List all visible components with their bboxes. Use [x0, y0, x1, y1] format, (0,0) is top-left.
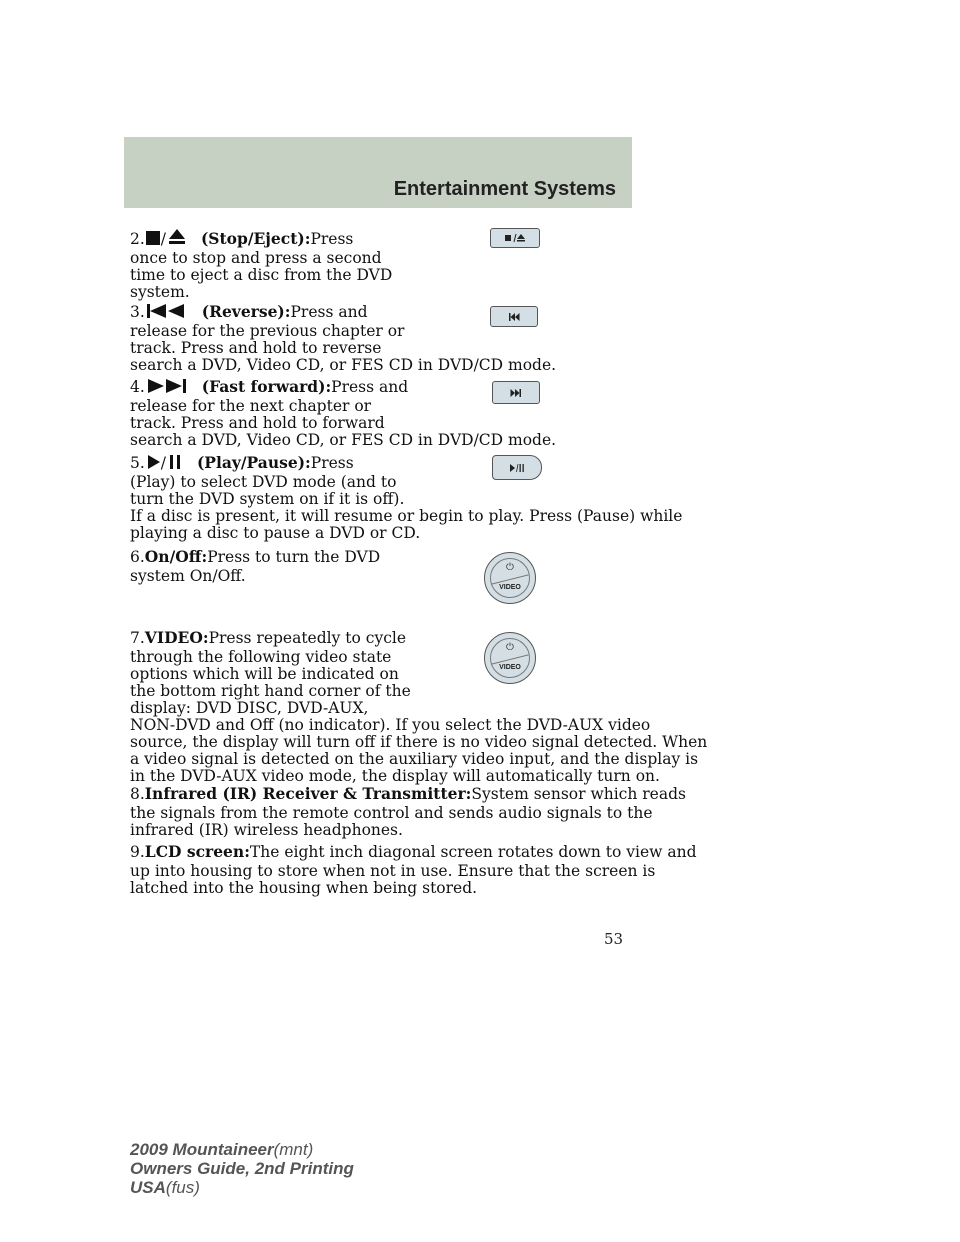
item-reverse: 3. (Reverse):Press and release for the previous chapter or track. Press and hold to reverse search a DVD, Video CD, or FES CD in DVD/CD mode.: [130, 302, 557, 374]
stop-eject-button: [490, 228, 540, 248]
video-button: ⏻ VIDEO: [484, 632, 536, 684]
item-stop-eject: 2. / (Stop/Eject):Press once to stop and press a second time to eject a disc from the DVD system.: [130, 229, 393, 301]
pause-icon: [168, 454, 182, 470]
footer-guide: Owners Guide, 2nd Printing: [130, 1159, 354, 1178]
on-off-button: ⏻ VIDEO: [484, 552, 536, 604]
fast-forward-button: [492, 381, 540, 404]
item-lcd-screen: 9.LCD screen:The eight inch diagonal screen rotates down to view and up into housing to store when not in use. Ensure that the screen is latched into the housing when being stored.: [130, 842, 697, 897]
footer-model: 2009 Mountaineer: [130, 1140, 274, 1159]
reverse-button: [490, 306, 538, 327]
eject-icon: [517, 234, 525, 239]
stop-icon: [145, 230, 161, 246]
item-fast-forward: 4. (Fast forward):Press and release for the next chapter or track. Press and hold to forward search a DVD, Video CD, or FES CD in DVD/CD mode.: [130, 377, 557, 449]
footer: [130, 1140, 354, 1197]
footer-region: USA: [130, 1178, 166, 1197]
reverse-icon: [508, 313, 520, 321]
eject-icon: [168, 228, 186, 246]
reverse-icon: [147, 303, 187, 319]
item-play-pause: 5. / (Play/Pause):Press (Play) to select DVD mode (and to turn the DVD system on if it is off). If a disc is present, it will resume or begin to play. Press (Pause) while playing a disc to pause a DVD or CD.: [130, 453, 683, 542]
item-video: 7.VIDEO:Press repeatedly to cycle through the following video state options which will be indicated on the bottom right hand corner of the display: DVD DISC, DVD-AUX, NON-DVD and Off (no indicator). If you select the DVD-AUX video source, the display will turn off if there is no video signal detected. When a video signal is detected on the auxiliary video input, and the display is in the DVD-AUX video mode, the display will automatically turn on.: [130, 628, 708, 785]
stop-icon: [505, 235, 511, 241]
item-on-off: 6.On/Off:Press to turn the DVD system On/Off.: [130, 547, 381, 585]
footer-region-code: (fus): [165, 1178, 200, 1197]
section-title: Entertainment Systems: [393, 178, 616, 200]
power-icon: ⏻: [506, 642, 514, 653]
fast-forward-icon: [147, 378, 187, 394]
item-infrared: 8.Infrared (IR) Receiver & Transmitter:System sensor which reads the signals from the remote control and sends audio signals to the infrared (IR) wireless headphones.: [130, 784, 686, 839]
header-band: [124, 137, 632, 208]
play-icon: [510, 464, 515, 472]
power-icon: ⏻: [506, 562, 514, 573]
footer-model-code: (mnt): [273, 1140, 314, 1159]
play-icon: [147, 454, 161, 470]
fast-forward-icon: [510, 389, 522, 397]
pause-icon: [520, 464, 521, 472]
play-pause-button: [492, 455, 542, 480]
page-number: 53: [604, 930, 624, 948]
